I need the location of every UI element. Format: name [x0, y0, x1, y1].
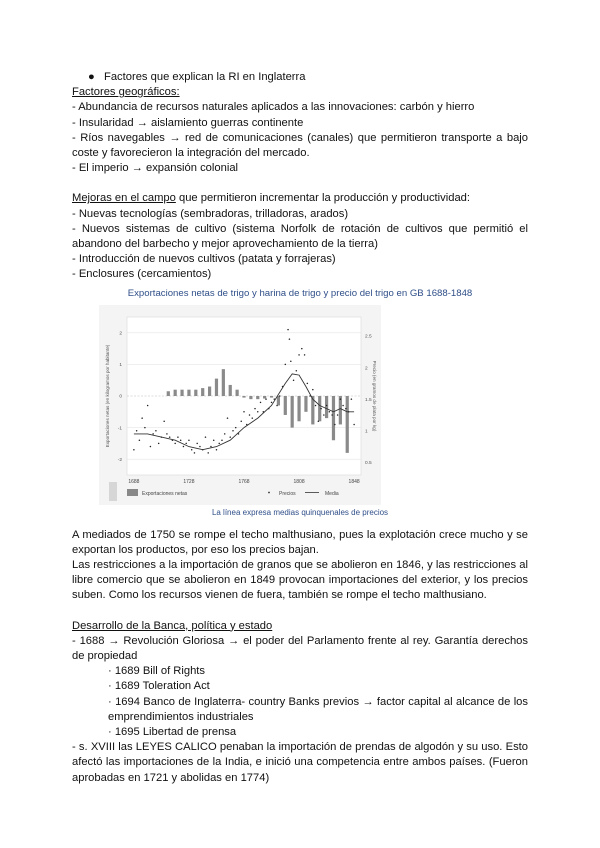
legend-corner-swatch — [109, 482, 117, 501]
campo-line-3: - Introducción de nuevos cultivos (patata y forrajeras) — [72, 253, 336, 266]
price-point — [188, 439, 190, 441]
price-point — [298, 354, 300, 356]
export-bar — [242, 396, 245, 398]
price-point — [329, 411, 331, 413]
geo-heading: Factores geográficos: — [72, 86, 180, 99]
export-bar — [167, 391, 170, 396]
export-bar — [194, 389, 197, 395]
price-point — [213, 439, 215, 441]
legend-points-marker — [268, 491, 270, 493]
y-right-tick-label: 1 — [365, 429, 368, 435]
y-right-tick-label: 1.5 — [365, 397, 372, 403]
geo-line-2: - Insularidad → aislamiento guerras continente — [72, 116, 304, 129]
price-point — [296, 370, 298, 372]
price-point — [158, 442, 160, 444]
price-point — [150, 445, 152, 447]
price-point — [218, 442, 220, 444]
price-point — [194, 452, 196, 454]
price-point — [342, 404, 344, 406]
price-point — [279, 395, 281, 397]
price-point — [229, 436, 231, 438]
export-bar — [249, 396, 252, 399]
export-bar — [325, 396, 328, 418]
export-bar — [284, 396, 287, 415]
price-point — [304, 354, 306, 356]
paragraph-2: Las restricciones a la importación de granos que se abolieron en 1846, y las restricciones al libre comercio que se abolieron en 1849 provocan importaciones del exterior, y los precios suben. Como los recursos vienen de fuera, también se rompe el techo malthusiano. — [72, 559, 528, 602]
price-point — [183, 445, 185, 447]
campo-heading-rest: que permitieron incrementar la producción y productividad: — [175, 192, 470, 205]
banca-line-2: - s. XVIII las LEYES CALICO penaban la importación de prendas de algodón y su uso. Esto afectó las importaciones de la India, e inició una competencia entre ambos países. (Fueron aprobadas en 1721 y abolidas en 1774) — [72, 741, 528, 784]
export-bar — [263, 396, 266, 399]
price-point — [166, 433, 168, 435]
price-point — [235, 426, 237, 428]
price-point — [252, 417, 254, 419]
export-bar — [256, 396, 259, 399]
banca-sub-2: · 1689 Toleration Act — [108, 680, 210, 693]
banca-line-1: - 1688 → Revolución Gloriosa → el poder del Parlamento frente al rey. Garantía derechos de propiedad — [72, 634, 528, 663]
export-bar — [215, 378, 218, 395]
legend-points-label: Precios — [279, 490, 296, 497]
price-point — [174, 442, 176, 444]
legend-bars-swatch — [127, 489, 138, 496]
x-tick-label: 1688 — [128, 478, 140, 485]
export-bar — [180, 389, 183, 395]
price-point — [249, 414, 251, 416]
export-bar — [291, 396, 294, 428]
price-point — [315, 404, 317, 406]
export-bar — [339, 396, 342, 424]
chart-caption: La línea expresa medias quinquenales de precios — [211, 507, 389, 517]
chart-figure — [99, 305, 381, 505]
price-point — [177, 436, 179, 438]
y-right-tick-label: 2 — [365, 365, 368, 371]
price-point — [290, 360, 292, 362]
price-point — [155, 430, 157, 432]
price-point — [312, 389, 314, 391]
price-point — [331, 414, 333, 416]
price-point — [232, 430, 234, 432]
y-axis-right-label: Precio (en gramos de plata por kg) — [372, 360, 377, 432]
price-point — [351, 398, 353, 400]
campo-line-1: - Nuevas tecnologías (sembradoras, trilladoras, arados) — [72, 207, 349, 220]
bullet-title: Factores que explican la RI en Inglaterra — [104, 71, 306, 83]
price-point — [265, 398, 267, 400]
price-point — [180, 439, 182, 441]
export-bar — [208, 386, 211, 395]
y-axis-left-label: Exportaciones netas (en kilogramos por habitante) — [105, 344, 110, 447]
price-point — [353, 423, 355, 425]
y-left-tick-label: -2 — [117, 457, 122, 463]
price-point — [139, 439, 141, 441]
x-tick-label: 1848 — [348, 478, 360, 485]
price-point — [254, 408, 256, 410]
campo-heading — [72, 191, 528, 206]
price-point — [345, 408, 347, 410]
y-left-tick-label: 0 — [119, 394, 122, 400]
price-point — [337, 414, 339, 416]
legend-bars-label: Exportaciones netas — [142, 490, 188, 497]
price-point — [207, 452, 209, 454]
price-point — [141, 417, 143, 419]
price-point — [323, 414, 325, 416]
y-right-tick-label: 0.5 — [365, 460, 372, 466]
y-right-tick-label: 2.5 — [365, 334, 372, 340]
price-point — [210, 445, 212, 447]
price-point — [224, 433, 226, 435]
price-point — [144, 426, 146, 428]
price-point — [340, 398, 342, 400]
price-point — [276, 404, 278, 406]
x-tick-label: 1808 — [293, 478, 305, 485]
price-point — [257, 411, 259, 413]
price-point — [301, 347, 303, 349]
price-point — [136, 430, 138, 432]
price-point — [293, 379, 295, 381]
price-point — [133, 449, 135, 451]
campo-heading-underlined: Mejoras en el campo — [72, 192, 176, 205]
geo-line-3: - Ríos navegables → red de comunicaciones (canales) que permitieron transporte a bajo coste y favorecieron la integración del mercado. — [72, 131, 528, 160]
bullet-dot: ● — [88, 71, 95, 83]
export-bar — [222, 369, 225, 396]
export-bar — [297, 396, 300, 421]
export-bar — [270, 396, 273, 398]
price-point — [169, 436, 171, 438]
export-bar — [277, 396, 280, 405]
price-point — [185, 442, 187, 444]
export-bar — [174, 389, 177, 395]
paragraph-1: A mediados de 1750 se rompe el techo malthusiano, pues la explotación crece mucho y se exportan los productos, por eso los precios bajan. — [72, 528, 528, 556]
legend-line-label: Media — [325, 490, 339, 497]
price-point — [271, 401, 273, 403]
export-bar — [201, 388, 204, 396]
price-point — [334, 423, 336, 425]
export-bar — [304, 396, 307, 412]
chart-svg — [99, 305, 381, 505]
export-bar — [332, 396, 335, 440]
price-point — [163, 420, 165, 422]
price-point — [191, 449, 193, 451]
campo-line-2: - Nuevos sistemas de cultivo (sistema Norfolk de rotación de cultivos que permitió el abandono del barbecho y mejor aprovechamiento de la tierra) — [72, 222, 528, 251]
y-left-tick-label: 2 — [119, 331, 122, 337]
banca-heading: Desarrollo de la Banca, política y estado — [72, 619, 273, 632]
price-point — [260, 401, 262, 403]
price-point — [307, 382, 309, 384]
price-point — [240, 420, 242, 422]
price-point — [318, 420, 320, 422]
banca-sub-3: · 1694 Banco de Inglaterra- country Banks previos → factor capital al alcance de los emprendimientos industriales — [108, 695, 528, 723]
y-left-tick-label: 1 — [119, 362, 122, 368]
price-point — [285, 363, 287, 365]
x-tick-label: 1728 — [183, 478, 195, 485]
bullet-item — [72, 70, 528, 85]
export-bar — [236, 389, 239, 395]
export-bar — [229, 385, 232, 396]
price-point — [216, 449, 218, 451]
export-bar — [346, 396, 349, 453]
chart-title: Exportaciones netas de trigo y harina de trigo y precio del trigo en GB 1688-1848 — [127, 287, 473, 299]
x-tick-label: 1768 — [238, 478, 250, 485]
price-point — [243, 411, 245, 413]
campo-line-4: - Enclosures (cercamientos) — [72, 268, 212, 281]
geo-line-4: - El imperio → expansión colonial — [72, 162, 239, 175]
price-point — [205, 436, 207, 438]
price-point — [289, 338, 291, 340]
price-point — [196, 442, 198, 444]
price-point — [227, 417, 229, 419]
price-point — [320, 408, 322, 410]
price-point — [147, 404, 149, 406]
banca-sub-1: · 1689 Bill of Rights — [108, 665, 206, 678]
price-point — [287, 329, 289, 331]
price-point — [199, 445, 201, 447]
price-point — [152, 433, 154, 435]
price-point — [221, 439, 223, 441]
document-page — [72, 70, 528, 786]
export-bar — [187, 389, 190, 395]
geo-line-1: - Abundancia de recursos naturales aplicados a las innovaciones: carbón y hierro — [72, 101, 475, 114]
y-left-tick-label: -1 — [117, 425, 122, 431]
price-point — [326, 404, 328, 406]
banca-sub-4: · 1695 Libertad de prensa — [108, 726, 237, 739]
